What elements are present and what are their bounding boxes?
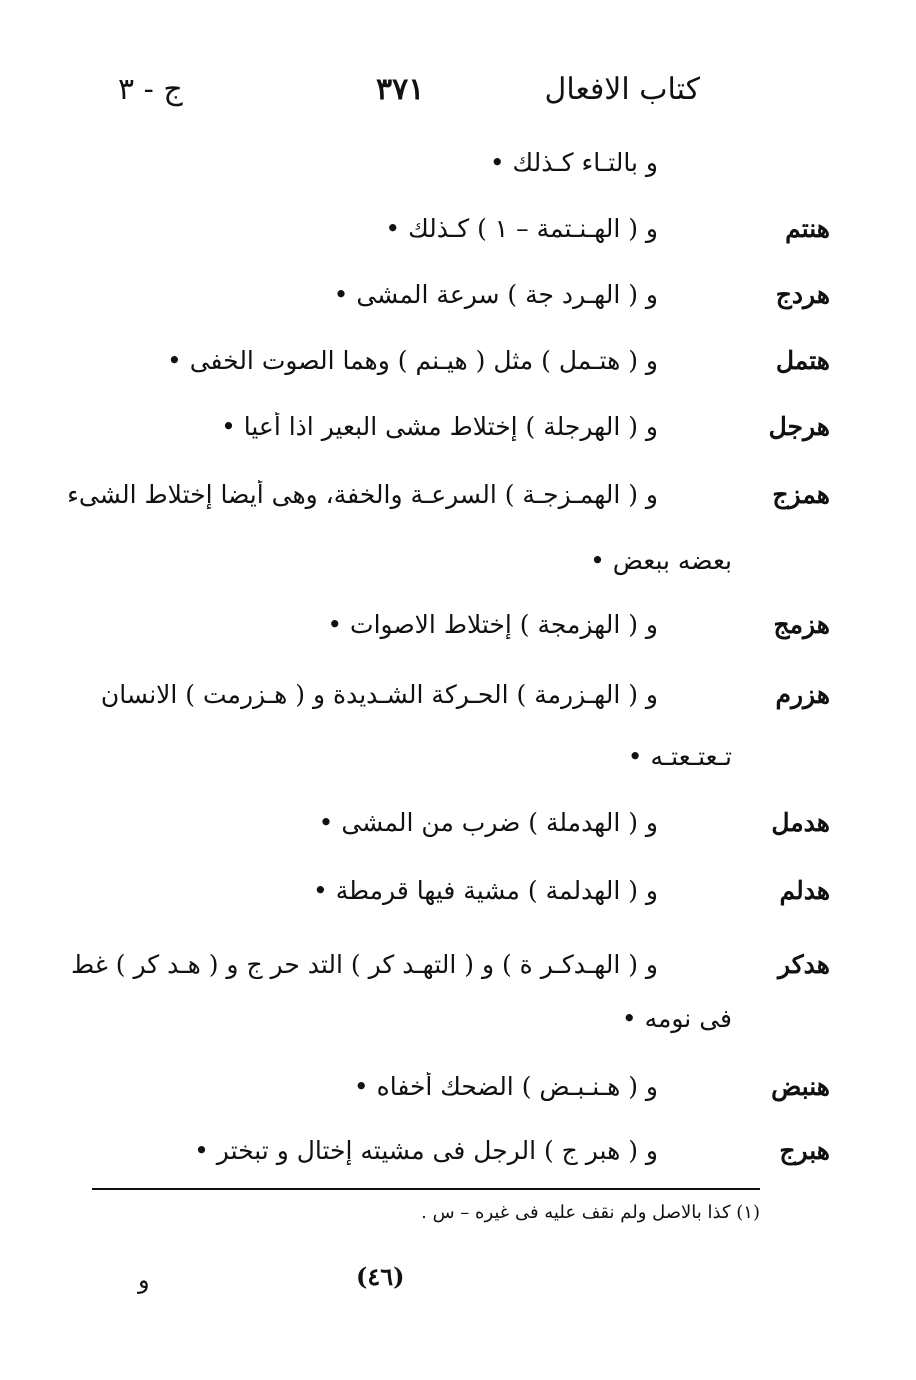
- footnote-rule: [92, 1188, 760, 1190]
- entry-text: و ( الهـزرمة ) الحـركة الشـديدة و ( هـزرمت ) الانسان: [100, 680, 658, 709]
- entry-hzrm-continued: [0, 736, 916, 796]
- entry-hdkr: [0, 944, 916, 1004]
- entry-headword: هرجل: [768, 412, 830, 441]
- entry-hrdj: [0, 274, 916, 334]
- entry-text: و ( الهـرد جة ) سرعة المشى •: [333, 280, 658, 309]
- entry-text: و ( هتـمل ) مثل ( هيـنم ) وهما الصوت الخفى •: [167, 346, 658, 375]
- entry-headword: همزج: [772, 480, 830, 509]
- line-text: و بالتـاء كـذلك •: [489, 148, 658, 177]
- entry-hzrm: [0, 674, 916, 734]
- entry-text: و ( الهدملة ) ضرب من المشى •: [318, 808, 658, 837]
- folio-number: (٤٦): [356, 1262, 405, 1291]
- entry-continuation: فى نومه •: [621, 1004, 732, 1033]
- entry-headword: هبرج: [779, 1136, 830, 1165]
- entry-hmzj-continued: [0, 540, 916, 600]
- entry-hdml: [0, 802, 916, 862]
- entry-text: و ( الهدلمة ) مشية فيها قرمطة •: [313, 876, 658, 905]
- entry-hnbd: [0, 1066, 916, 1126]
- text-line: [0, 142, 916, 202]
- entry-headword: هردج: [775, 280, 830, 309]
- entry-text: و ( الهـنـتمة – ١ ) كـذلك •: [385, 214, 658, 243]
- page-number: ٣٧١: [376, 72, 425, 107]
- entry-headword: هدكر: [777, 950, 830, 979]
- entry-headword: هنتم: [785, 214, 830, 243]
- entry-continuation: بعضه ببعض •: [590, 546, 732, 575]
- entry-text: و ( الهـدكـر ة ) و ( التهـد كر ) التد حر ج و ( هـد كر ) غط: [71, 950, 658, 979]
- catchword: و: [138, 1266, 150, 1294]
- entry-text: و ( الهمـزجـة ) السرعـة والخفة، وهى أيضا إختلاط الشىء: [67, 480, 658, 509]
- book-title: كتاب الافعال: [544, 72, 700, 107]
- entry-text: و ( هبر ج ) الرجل فى مشيته إختال و تبختر •: [194, 1136, 658, 1165]
- entry-hntm: [0, 208, 916, 268]
- entry-headword: هدمل: [771, 808, 830, 837]
- entry-headword: هزرم: [775, 680, 830, 709]
- entry-hmzj: [0, 474, 916, 534]
- entry-text: و ( الهرجلة ) إختلاط مشى البعير اذا أعيا •: [221, 412, 658, 441]
- entry-text: و ( هـنـبـض ) الضحك أخفاه •: [353, 1072, 658, 1101]
- entry-headword: هزمج: [773, 610, 830, 639]
- footnote: (١) كذا بالاصل ولم نقف عليه فى غيره – س .: [421, 1202, 760, 1223]
- entry-hrjl: [0, 406, 916, 466]
- entry-hbrj: [0, 1130, 916, 1190]
- entry-headword: هدلم: [779, 876, 830, 905]
- entry-html: [0, 340, 916, 400]
- entry-continuation: تـعتـعتـه •: [627, 742, 732, 771]
- entry-headword: هنبض: [771, 1072, 830, 1101]
- entry-hdkr-continued: [0, 998, 916, 1058]
- volume-label: ج - ٣: [118, 72, 183, 107]
- entry-hdlm: [0, 870, 916, 930]
- entry-text: و ( الهزمجة ) إختلاط الاصوات •: [327, 610, 658, 639]
- entry-hzmj: [0, 604, 916, 664]
- entry-headword: هتمل: [775, 346, 830, 375]
